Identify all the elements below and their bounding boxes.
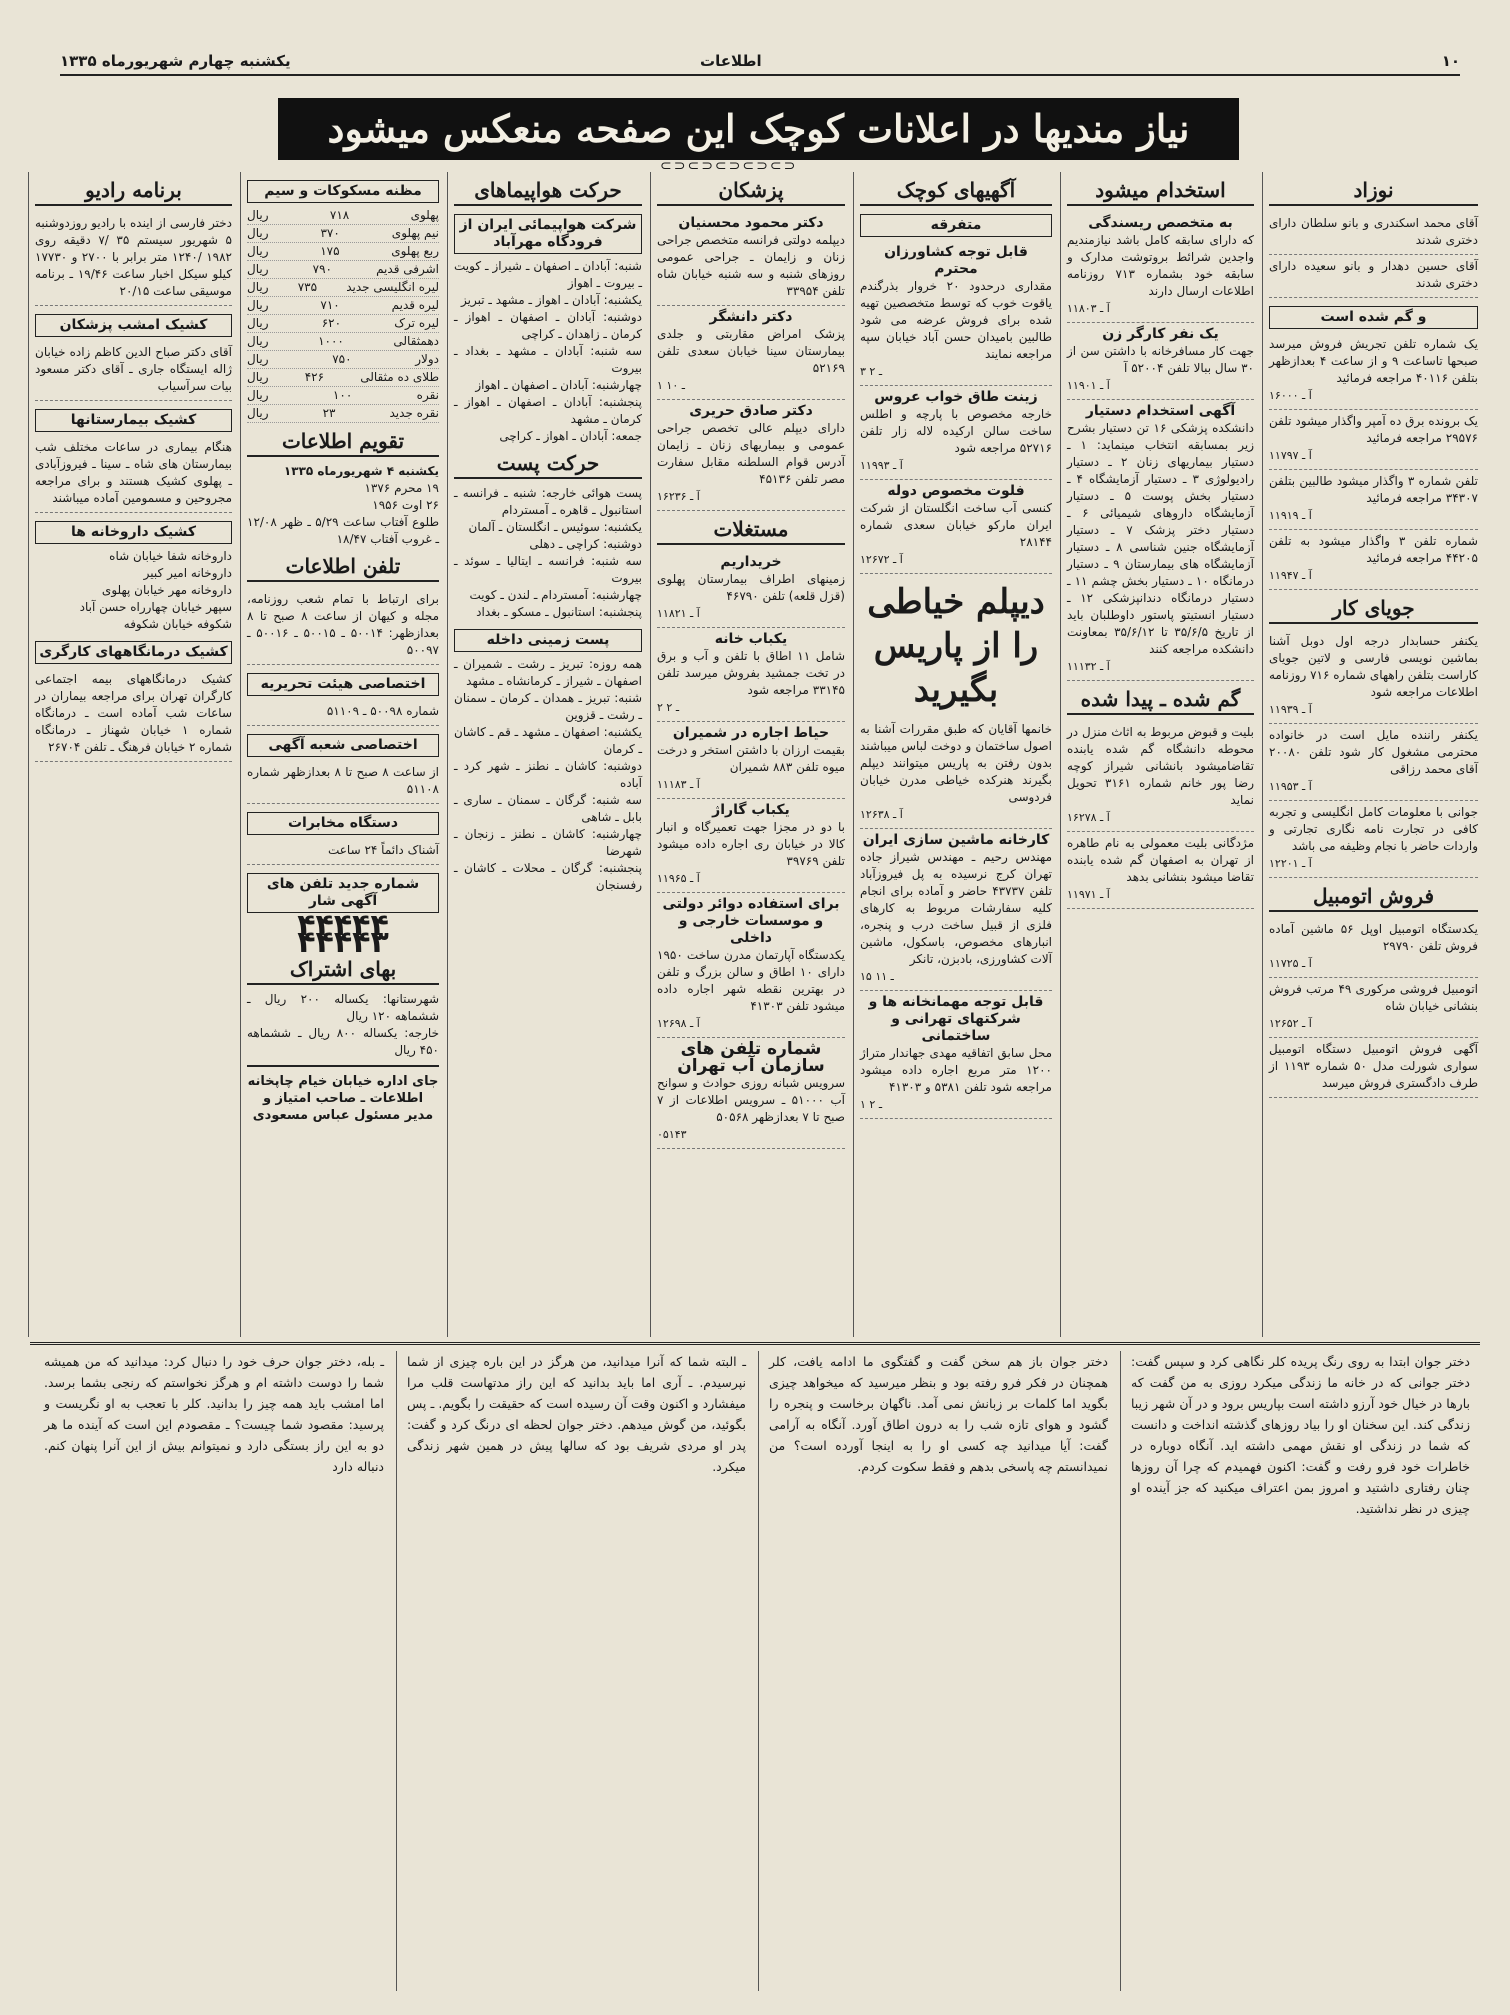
ad-text: شماره تلفن ۳ واگذار میشود به تلفن ۴۴۲۰۵ مراجعه فرمائید [1269, 534, 1478, 565]
rate-value: ۱۰۰ [332, 388, 353, 402]
ad-text: بقیمت ارزان با داشتن استخر و درخت میوه تلفن ۸۸۳ شمیران [657, 743, 845, 774]
car-sale-heading: فروش اتومبیل [1269, 882, 1478, 912]
list-item: جمعه: آبادان ـ اهواز ـ کراچی [499, 429, 642, 443]
rate-unit: ریال [247, 244, 269, 258]
rate-value: ۴۲۶ [304, 370, 325, 384]
ads-dept-info: از ساعت ۸ صبح تا ۸ بعدازظهر شماره ۵۱۱۰۸ [247, 761, 439, 804]
list-item: داروخانه شفا خیابان شاه [109, 549, 232, 563]
rate-name: نقره [416, 388, 439, 402]
rate-name: لیره ترک [394, 316, 439, 330]
press-info: آشناک دائماً ۲۴ ساعت [247, 839, 439, 865]
list-item [657, 551, 845, 628]
list-item [1269, 530, 1478, 590]
airline-heading: شرکت هواپیمائی ایران از فرودگاه مهرآباد [454, 214, 642, 254]
ad-text: دیپلمه دولتی فرانسه متخصص جراحی زنان و زایمان ـ جراحی عمومی روزهای شنبه و سه شنبه خیابان شاه تلفن ۳۳۹۵۴ [657, 233, 845, 298]
ornament: ⊂⊃⊂⊃⊂⊃⊂⊃⊂⊃ [660, 158, 798, 174]
rate-unit: ریال [247, 298, 269, 312]
ad-text: جوانی با معلومات کامل انگلیسی و تجربه کافی در تجارت نامه نگاری تجارتی و واردات حاضر با نجام وظیفه می باشد [1269, 805, 1478, 853]
column-doctors [650, 172, 851, 1337]
ads-dept-heading: اختصاصی شعبه آگهی [247, 734, 439, 757]
lost-found-heading: گم شده ـ پیدا شده [1067, 685, 1254, 715]
list-item [657, 212, 845, 306]
ad-text: خارجه مخصوص با پارچه و اطلس ساخت سالن ارکیده لاله زار تلفن ۵۲۷۱۶ مراجعه شود [860, 407, 1052, 455]
rate-unit: ریال [247, 352, 269, 366]
rate-name: پهلوی [410, 208, 439, 222]
ad-code: آ ـ ۱۲۶۳۸ [860, 808, 903, 821]
ad-text: سرویس شبانه روزی حوادث و سوانح آب ۵۱۰۰۰ ـ سرویس اطلاعات از ۷ صبح تا ۷ بعدازظهر ۵۰۵۶۸ [657, 1076, 845, 1124]
rate-row [247, 333, 439, 351]
ad-text: مژدگانی بلیت معمولی به نام طاهره از تهران به اصفهان گم شده یابنده تقاضا میشود بنشانی بدهد [1067, 836, 1254, 884]
ad-heading: یکباب خانه [714, 631, 788, 647]
list-item: دوشنبه: کاشان ـ نطنز ـ شهر کرد ـ آباده [454, 759, 642, 790]
column-radio [28, 172, 238, 1337]
ad-code: آ ـ ۱۱۸۲۱ [657, 607, 700, 620]
list-item: شنبه: آبادان ـ اصفهان ـ شیراز ـ کویت ـ بیروت ـ اهواز [454, 259, 642, 290]
ad-code: آ ـ ۱۱۹۵۳ [1269, 780, 1312, 793]
list-item: یکشنبه: اصفهان ـ مشهد ـ قم ـ کاشان ـ کرمان [454, 725, 642, 756]
ad-text: کنسی آب ساخت انگلستان از شرکت ایران مارکو خیابان سعدی شماره ۲۸۱۴۴ [860, 501, 1052, 549]
rate-unit: ریال [247, 334, 269, 348]
list-item [657, 400, 845, 511]
diploma-ad [860, 718, 1052, 829]
list-item: دوشنبه: آبادان ـ اصفهان ـ اهواز ـ کرمان ـ زاهدان ـ کراچی [454, 310, 642, 341]
list-item [1067, 832, 1254, 909]
ad-text: یکنفر راننده مایل است در خانواده محترمی مشغول کار شود تلفن ۲۰۰۸۰ آقای محمد رزاقی [1269, 728, 1478, 776]
list-item: سپهر خیابان چهارراه حسن آباد [79, 600, 232, 614]
rate-unit: ریال [247, 262, 269, 276]
calendar-heading: تقویم اطلاعات [247, 427, 439, 457]
story-column: ـ البته شما که آنرا میدانید، من هرگز در این باره چیزی از شما نپرسیدم. ـ آری اما باید بدانید که این راز مدتهاست قلب مرا میفشارد و اکنون وقت آن رسیده است که حقیقت را بگویم. ـ پس بگوئید، من گوش میدهم. دختر جوان لحظه ای درنگ کرد و گفت: پدر او مردی شریف بود که سالها پیش در همین شهر زندگی میکرد. [396, 1351, 756, 1991]
list-item: داروخانه امیر کبیر [143, 566, 232, 580]
ad-text: بلیت و قبوض مربوط به اثاث منزل در محوطه دانشگاه گم شده یابنده تقاضامیشود بانشانی شیراز کوچه رضا پور خانم شماره ۳۱۶۱ تحویل نماید [1067, 725, 1254, 807]
list-item [657, 722, 845, 799]
rate-unit: ریال [247, 316, 269, 330]
subscription-heading: بهای اشتراک [247, 955, 439, 985]
rates-heading: مظنه مسکوکات و سیم [247, 180, 439, 203]
ad-text: جهت کار مسافرخانه با داشتن سن از ۳۰ سال ببالا تلفن ۵۲۰۰۴ آ [1067, 344, 1254, 375]
list-item: چهارشنبه: آبادان ـ اصفهان ـ اهواز [475, 378, 642, 392]
rate-value: ۳۷۰ [320, 226, 340, 240]
ad-heading: یکباب گاراژ [712, 802, 790, 818]
ad-code: آ ـ ۱۱۷۹۷ [1269, 449, 1312, 462]
rate-value: ۷۱۸ [329, 208, 350, 222]
doctors-on-call-text: آقای دکتر صباح الدین کاظم زاده خیابان ژاله ایستگاه جاری ـ آقای دکتر مسعود بیات سرآسیاب [35, 341, 232, 401]
ad-code: آ ـ ۱۱۹۰۱ [1067, 379, 1110, 392]
list-item: چهارشنبه: آمستردام ـ لندن ـ کویت [469, 588, 642, 602]
ad-code: آ ـ ۱۱۹۴۷ [1269, 569, 1312, 582]
column-flights [447, 172, 648, 1337]
small-ads-heading: آگهیهای کوچک [860, 176, 1052, 206]
ad-code: آ ـ ۱۲۶۵۲ [1269, 1017, 1312, 1030]
date-line: یکشنبه چهارم شهریورماه ۱۳۳۵ [60, 52, 291, 70]
rate-row [247, 279, 439, 297]
ad-code: آ ـ ۱۱۷۲۵ [1269, 957, 1312, 970]
ad-heading: به متخصص ریسندگی [1088, 215, 1233, 231]
ad-code: آ ـ ۱۲۶۷۲ [860, 553, 903, 566]
rate-name: ربع پهلوی [391, 244, 439, 258]
rate-unit: ریال [247, 280, 269, 294]
list-item: پنجشنبه: آبادان ـ اصفهان ـ اهواز ـ کرمان ـ مشهد [454, 395, 642, 426]
page-number: ۱۰ [1441, 52, 1460, 70]
ad-code: آ ـ ۱۱۹۱۹ [1269, 509, 1312, 522]
ad-code: آ ـ ۱۱۹۳۹ [1269, 703, 1312, 716]
list-item: همه روزه: تبریز ـ رشت ـ شمیران ـ اصفهان ـ شیراز ـ کرمانشاه ـ مشهد [454, 657, 642, 688]
page-banner: نیاز مندیها در اعلانات کوچک این صفحه منعکس میشود [278, 98, 1239, 160]
list-item: دوشنبه: کراچی ـ دهلی [529, 537, 642, 551]
ad-code: آ ـ ۱۱۹۶۵ [657, 872, 700, 885]
job-seeker-heading: جویای کار [1269, 594, 1478, 624]
calendar-line: طلوع آفتاب ساعت ۵/۲۹ ـ ظهر ۱۲/۰۸ ـ غروب آفتاب ۱۸/۴۷ [247, 515, 439, 546]
clinic-heading: کشیک درمانگاههای کارگری [35, 641, 232, 664]
subscription-line: خارجه: یکساله ۸۰۰ ریال ـ ششماهه ۴۵۰ ریال [247, 1026, 439, 1057]
ad-text: مقداری درحدود ۲۰ خروار بذرگندم یاقوت خوب که توسط متخصصین تهیه شده برای فروش عرضه می شود طالبین بامیدان حسن آباد خیابان سپه مراجعه نمایند [860, 279, 1052, 361]
newborn-heading: نوزاد [1269, 176, 1478, 206]
paper-name: اطلاعات [700, 52, 762, 70]
ad-code: آ ـ ۱۱۹۹۳ [860, 459, 903, 472]
rate-name: لیره قدیم [391, 298, 439, 312]
ad-text: یک برونده برق ده آمپر واگذار میشود تلفن ۲۹۵۷۶ مراجعه فرمائید [1269, 414, 1478, 445]
rate-value: ۷۳۵ [297, 280, 318, 294]
list-item [657, 628, 845, 722]
ad-text: یکدستگاه اتومبیل اوپل ۵۶ ماشین آماده فروش تلفن ۲۹۷۹۰ [1269, 922, 1478, 953]
rate-value: ۶۲۰ [321, 316, 342, 330]
ad-text: محل سابق اتفاقیه مهدی جهاندار متراژ ۱۲۰۰ متر مربع اجاره داده میشود مراجعه شود تلفن ۵۳۸۱ و ۴۱۳۰۳ [860, 1046, 1052, 1094]
rate-row [247, 315, 439, 333]
rate-value: ۲۳ [322, 406, 336, 420]
rate-unit: ریال [247, 370, 269, 384]
list-item [1269, 724, 1478, 801]
rate-name: دهمثقالی [393, 334, 439, 348]
rate-name: طلای ده مثقالی [360, 370, 439, 384]
list-item [860, 241, 1052, 386]
ad-heading: آگهی استخدام دستیار [1085, 403, 1236, 419]
ad-text: زمینهای اطراف بیمارستان پهلوی (قزل قلعه) تلفن ۴۶۷۹۰ [657, 572, 845, 603]
ad-heading: یک نفر کارگر زن [1102, 326, 1219, 342]
list-item [860, 480, 1052, 574]
list-item [1269, 410, 1478, 470]
rate-row [247, 243, 439, 261]
story-column: ـ بله، دختر جوان حرف خود را دنبال کرد: میدانید که من همیشه شما را دوست داشته ام و هرگز نخواستم که رنجی بشما برسد. اما امشب باید همه چیز را بدانید. کلر با تعجب به او نگریست و پرسید: مقصود شما چیست؟ ـ مقصودم این است که آینده ما هر دو به این راز بستگی دارد و نمیتوانم بیش از این آنرا پنهان کنم. دنباله دارد [44, 1354, 384, 1474]
ad-heading: کارخانه ماشین سازی ایران [862, 832, 1050, 848]
list-item: چهارشنبه: کاشان ـ نطنز ـ زنجان ـ شهرضا [454, 827, 642, 858]
list-item: شکوفه خیابان شکوفه [123, 617, 232, 631]
list-item [1269, 801, 1478, 878]
board-heading: اختصاصی هیئت تحریریه [247, 673, 439, 696]
ad-code: آ ـ ۱۱۱۸۳ [657, 778, 700, 791]
ad-text: با دو در مجزا جهت تعمیرگاه و انبار کالا در خیابان ری اجاره داده میشود تلفن ۳۹۷۶۹ [657, 820, 845, 868]
list-item [1067, 400, 1254, 681]
list-item: شنبه: تبریز ـ همدان ـ کرمان ـ سمنان ـ رشت ـ قزوین [454, 691, 642, 722]
ad-text: یکدستگاه آپارتمان مدرن ساخت ۱۹۵۰ دارای ۱۰ اطاق و سالن بزرگ و تلفن در بهترین نقطه شهر اجاره داده میشود تلفن ۴۱۳۰۳ [657, 948, 846, 1013]
ad-heading: حیاط اجاره در شمیران [672, 725, 830, 741]
ad-text: مهندس رحیم ـ مهندس شیراز جاده تهران کرج نرسیده به پل فیروزآباد تلفن ۴۳۷۳۷ حاضر و آماده برای انجام کلیه سفارشات مربوط به کارهای فلزی از قبیل ساخت درب و پنجره، انبارهای مخصوص، باسکول، ماشین آلات کشاورزی، بادبزن، تانکر [860, 850, 1052, 966]
ad-heading: شماره تلفن های سازمان آب تهران [677, 1039, 825, 1076]
ad-code: آ ـ ۱۶۲۳۶ [657, 490, 700, 503]
misc-heading: متفرقه [860, 214, 1052, 237]
rate-row [247, 207, 439, 225]
rate-row [247, 405, 439, 423]
rate-name: دولار [415, 352, 439, 366]
calendar-line: ۱۹ محرم ۱۳۷۶ [364, 481, 439, 495]
list-item [1269, 470, 1478, 530]
ad-code: ۱ ـ ۲ [860, 1098, 883, 1111]
subscription-line: شهرستانها: یکساله ۲۰۰ ریال ـ ششماهه ۱۲۰ ریال [247, 992, 439, 1023]
ad-code: ۳ ـ ۲ [860, 365, 883, 378]
ad-code: آ ـ ۱۶۰۰۰ [1269, 389, 1312, 402]
list-item [1269, 978, 1478, 1038]
column-small-ads [853, 172, 1058, 1337]
rate-row [247, 261, 439, 279]
list-item [860, 386, 1052, 480]
rate-value: ۷۵۰ [332, 352, 352, 366]
rate-value: ۱۰۰۰ [318, 334, 344, 348]
ad-code: آ ـ ۱۱۱۳۲ [1067, 660, 1110, 673]
ad-code: آ ـ ۱۱۸۰۳ [1067, 302, 1110, 315]
rate-name: نیم پهلوی [391, 226, 439, 240]
newborn-item: آقای محمد اسکندری و بانو سلطان دارای دختری شدند [1269, 212, 1478, 255]
new-phone-heading: شماره جدید تلفن های آگهی شار [247, 873, 439, 913]
column-employment [1060, 172, 1260, 1337]
drugstore-heading: کشیک داروخانه ها [35, 521, 232, 544]
notice-ad [860, 991, 1052, 1119]
radio-heading: برنامه رادیو [35, 176, 232, 206]
ad-text: که دارای سابقه کامل باشد نیازمندیم واجدین شرائط بروتوشت مدارک و سابقه خود بشماره ۷۱۳ روزنامه اطلاعات ارسال دارند [1067, 233, 1254, 298]
list-item: پنجشنبه: گرگان ـ محلات ـ کاشان ـ رفسنجان [454, 861, 642, 892]
rate-value: ۷۹۰ [312, 262, 332, 276]
story-column: دختر جوان ابتدا به روی رنگ پریده کلر نگاهی کرد و سپس گفت: دختر جوانی که در خانه ما زندگی میکرد روزی به من گفت که بارها در خیال خود آرزو داشته است بپاریس برود و در آن شهر زیبا زندگی کند. این سخنان او را بیاد روزهای گذشته انداخت و دانست که شما در زندگی او نقش مهمی داشته اید. آنگاه دوباره در خاطرات خود فرو رفت و گفت: اکنون فهمیدم که چرا آن روزها چنان رفتاری داشتید و امروز بمن اعتراف میکنید که جز آینده او چیزی در نظر نداشتید. [1120, 1351, 1480, 1991]
list-item [1067, 323, 1254, 400]
ad-text: خانمها آقایان که طبق مقررات آشنا به اصول ساختمان و دوخت لباس میباشند بدون رفتن به پاریس میتوانند دیپلم بگیرند هنرکده خیاطی مدرن خیابان فردوسی [860, 722, 1052, 804]
list-item: پست هوائی خارجه: شنبه ـ فرانسه ـ استانبول ـ قاهره ـ آمستردام [454, 486, 642, 517]
hospital-heading: کشیک بیمارستانها [35, 409, 232, 432]
list-item [1269, 333, 1478, 410]
ad-code: آ ـ ۱۶۲۷۸ [1067, 811, 1110, 824]
ad-heading: برای استفاده دوائر دولتی و موسسات خارجی و داخلی [662, 896, 840, 946]
ad-code: آ ـ ۱۲۲۰۱ [1269, 857, 1312, 870]
ad-text: اتومبیل فروشی مرکوری ۴۹ مرتب فروش بنشانی خیابان شاه [1269, 982, 1478, 1013]
rate-unit: ریال [247, 388, 269, 402]
publisher-address: جای اداره خیابان خیام چاپخانه اطلاعات ـ صاحب امتیاز و مدیر مسئول عباس مسعودی [247, 1074, 439, 1123]
rate-value: ۱۷۵ [320, 244, 340, 258]
list-item: داروخانه مهر خیابان پهلوی [101, 583, 232, 597]
list-item [1067, 721, 1254, 832]
gov-ad [657, 893, 845, 1038]
workshop-ad [860, 829, 1052, 991]
serial-story [30, 1342, 1480, 1995]
ad-text: دارای دیپلم عالی تخصص جراحی عمومی و بیماریهای زنان ـ زایمان آدرس قوام السلطنه مقابل سفارت مصر تلفن ۴۵۱۳۶ [657, 421, 845, 486]
calendar-line: یکشنبه ۴ شهریورماه ۱۳۳۵ [283, 464, 439, 478]
ad-text: پزشک امراض مقاربتی و جلدی بیمارستان سینا خیابان سعدی تلفن ۵۲۱۶۹ [657, 327, 845, 375]
flights-heading: حرکت هواپیماهای [454, 176, 642, 206]
divider [247, 1065, 439, 1067]
newborn-item: آقای حسین دهدار و بانو سعیده دارای دختری شدند [1269, 255, 1478, 298]
list-item: سه شنبه: آبادان ـ مشهد ـ بغداد ـ بیروت [454, 344, 642, 375]
ad-text: تلفن شماره ۳ واگذار میشود طالبین بتلفن ۳۴۳۰۷ مراجعه فرمائید [1269, 474, 1478, 505]
list-item [657, 306, 845, 400]
ad-code: ۰۵۱۴۳ [657, 1128, 687, 1141]
lost-heading: و گم شده است [1269, 306, 1478, 329]
doctors-on-call-heading: کشیک امشب پزشکان [35, 314, 232, 337]
list-item [1067, 212, 1254, 323]
list-item [1269, 1038, 1478, 1098]
ad-heading: قابل توجه مهمانخانه ها و شرکتهای تهرانی و ساختمانی [868, 994, 1044, 1044]
ad-code: ۱ ـ ۱۰ [657, 379, 685, 392]
ad-heading: دکتر محمود محسنیان [678, 215, 824, 231]
phone-heading: تلفن اطلاعات [247, 552, 439, 582]
ad-text: یکنفر حسابدار درجه اول دوبل آشنا بماشین نویسی فارسی و لاتین جویای کاراست بتلفن راههای شماره ۷۱۶ روزنامه اطلاعات مراجعه شود [1269, 634, 1478, 699]
rate-name: اشرفی قدیم [376, 262, 439, 276]
ad-text: شامل ۱۱ اطاق با تلفن و آب و برق در تخت جمشید بفروش میرسد تلفن ۳۳۱۴۵ مراجعه شود [657, 649, 845, 697]
hospital-text: هنگام بیماری در ساعات مختلف شب بیمارستان های شاه ـ سینا ـ فیروزآبادی ـ پهلوی کشیک هستند و برای مراجعه مجروحین و مسمومین آماده میباشند [35, 436, 232, 513]
ad-text: یک شماره تلفن تجریش فروش میرسد صبحها تاساعت ۹ و از ساعت ۴ بعدازظهر بتلفن ۴۰۱۱۶ مراجعه فرمائید [1269, 337, 1478, 385]
ad-heading: زینت طاق خواب عروس [874, 389, 1038, 405]
rate-unit: ریال [247, 208, 269, 222]
masthead [60, 52, 1460, 76]
rates-table [247, 207, 439, 423]
list-item [657, 799, 845, 893]
ad-heading: خریداریم [720, 554, 782, 570]
board-info: شماره ۵۰۰۹۸ ـ ۵۱۱۰۹ [247, 700, 439, 726]
post-heading: حرکت پست [454, 449, 642, 479]
calendar-line: ۲۶ اوت ۱۹۵۶ [372, 498, 439, 512]
rate-row [247, 351, 439, 369]
list-item [1269, 630, 1478, 724]
ad-heading: فلوت مخصوص دوله [887, 483, 1025, 499]
ad-heading: دکتر دانشگر [709, 309, 793, 325]
list-item: سه شنبه: گرگان ـ سمنان ـ ساری ـ بابل ـ شاهی [454, 793, 642, 824]
ad-code: ۲ ـ ۲ [657, 701, 680, 714]
diploma-ad-title: دیپلم خیاطی را از پاریس بگیرید [867, 582, 1045, 710]
rate-name: نقره جدید [389, 406, 439, 420]
story-column: دختر جوان باز هم سخن گفت و گفتگوی ما ادامه یافت، کلر همچنان در فکر فرو رفته بود و بنظر میرسید که میخواهد چیزی بگوید اما کلمات بر زبانش نمی آمد. ناگهان برخاست و پنجره را گشود و هوای تازه شب را به درون اطاق آورد. آنگاه به آرامی گفت: آیا میدانید چه کسی او را به اینجا آورده است؟ من نمیدانستم چه پاسخی بدهم و فقط سکوت کردم. [758, 1351, 1118, 1991]
rate-value: ۷۱۰ [320, 298, 340, 312]
ad-code: ۱۵ ـ ۱۱ [860, 970, 894, 983]
list-item: پنجشنبه: استانبول ـ مسکو ـ بغداد [476, 605, 642, 619]
column-rates [240, 172, 445, 1337]
radio-text: دختر فارسی از اینده با رادیو روزدوشنبه ۵ شهریور سیستم ۳۵ /۷ دقیقه روی ۱۹۸۲ /۱۲۴۰ متر برابر با ۲۷۰۰ و ۱۷۷۳۰ کیلو سیکل اخبار ساعت ۱۹/۴۶ ـ برنامه موسیقی ساعت ۲۰/۱۵ [35, 212, 232, 306]
ad-heading: قابل توجه کشاورزان محترم [884, 244, 1028, 277]
rate-unit: ریال [247, 226, 269, 240]
employment-heading: استخدام میشود [1067, 176, 1254, 206]
press-heading: دستگاه مخابرات [247, 812, 439, 835]
doctors-heading: پزشکان [657, 176, 845, 206]
column-newborn [1262, 172, 1484, 1337]
rate-row [247, 369, 439, 387]
phone-info: برای ارتباط با تمام شعب روزنامه، مجله و کیهان از ساعت ۸ صبح تا ۸ بعدازظهر: ۵۰۰۱۴ ـ ۵۰۰۱۵ ـ ۵۰۰۱۶ ـ ۵۰۰۹۷ [247, 588, 439, 665]
rate-row [247, 297, 439, 315]
rate-name: لیره انگلیسی جدید [346, 280, 439, 294]
domestic-post-heading: پست زمینی داخله [454, 629, 642, 652]
real-estate-heading: مستغلات [657, 515, 845, 545]
list-item: یکشنبه: آبادان ـ اهواز ـ مشهد ـ تبریز [461, 293, 642, 307]
ad-heading: دکتر صادق حریری [689, 403, 813, 419]
new-phone-number: ۴۴۴۴۴ ۴۴۴۴۳ [297, 908, 389, 960]
water-phones-ad [657, 1038, 845, 1149]
ad-text: آگهی فروش اتومبیل دستگاه اتومبیل سواری شورلت مدل ۵۰ شماره ۱۱۹۳ از طرف دادگستری فروش میرسد [1269, 1042, 1478, 1090]
ad-code: آ ـ ۱۱۹۷۱ [1067, 888, 1110, 901]
list-item: سه شنبه: فرانسه ـ ایتالیا ـ سوئد ـ بیروت [454, 554, 642, 585]
clinic-text: کشیک درمانگاههای بیمه اجتماعی کارگران تهران برای مراجعه بیماران در ساعات شب آماده است ـ درمانگاه شماره ۱ خیابان شهناز ـ درمانگاه شماره ۲ خیابان فرهنگ ـ تلفن ۲۶۷۰۴ [35, 668, 232, 762]
ad-text: دانشکده پزشکی ۱۶ تن دستیار بشرح زیر بمسابقه انتخاب مینماید: ۱ ـ دستیار بیماریهای زنان ۲ ـ دستیار رادیولوژی ۳ ـ دستیار آزمایشگاه ۴ ـ دستیار بخش پوست ۵ ـ دستیار آزمایشگاه داروهای شیمیائی ۶ ـ دستیار دختر پزشک ۷ ـ دستیار آزمایشگاه جنین شناسی ۸ ـ دستیار آزمایشگاه های بیمارستان ۹ ـ دستیار درمانگاه ۱۰ ـ دستیار بخش چشم ۱۱ ـ دستیار درمانگاه دندانپزشکی ۱۲ ـ دستیار انستیتو پاستور داوطلبان باید از تاریخ ۳۵/۶/۵ تا ۳۵/۶/۱۲ بمعاونت دانشکده مراجعه کنند [1067, 421, 1255, 656]
rate-unit: ریال [247, 406, 269, 420]
rate-row [247, 387, 439, 405]
list-item: یکشنبه: سوئیس ـ انگلستان ـ آلمان [468, 520, 642, 534]
ad-code: آ ـ ۱۲۶۹۸ [657, 1017, 700, 1030]
rate-row [247, 225, 439, 243]
list-item [1269, 918, 1478, 978]
